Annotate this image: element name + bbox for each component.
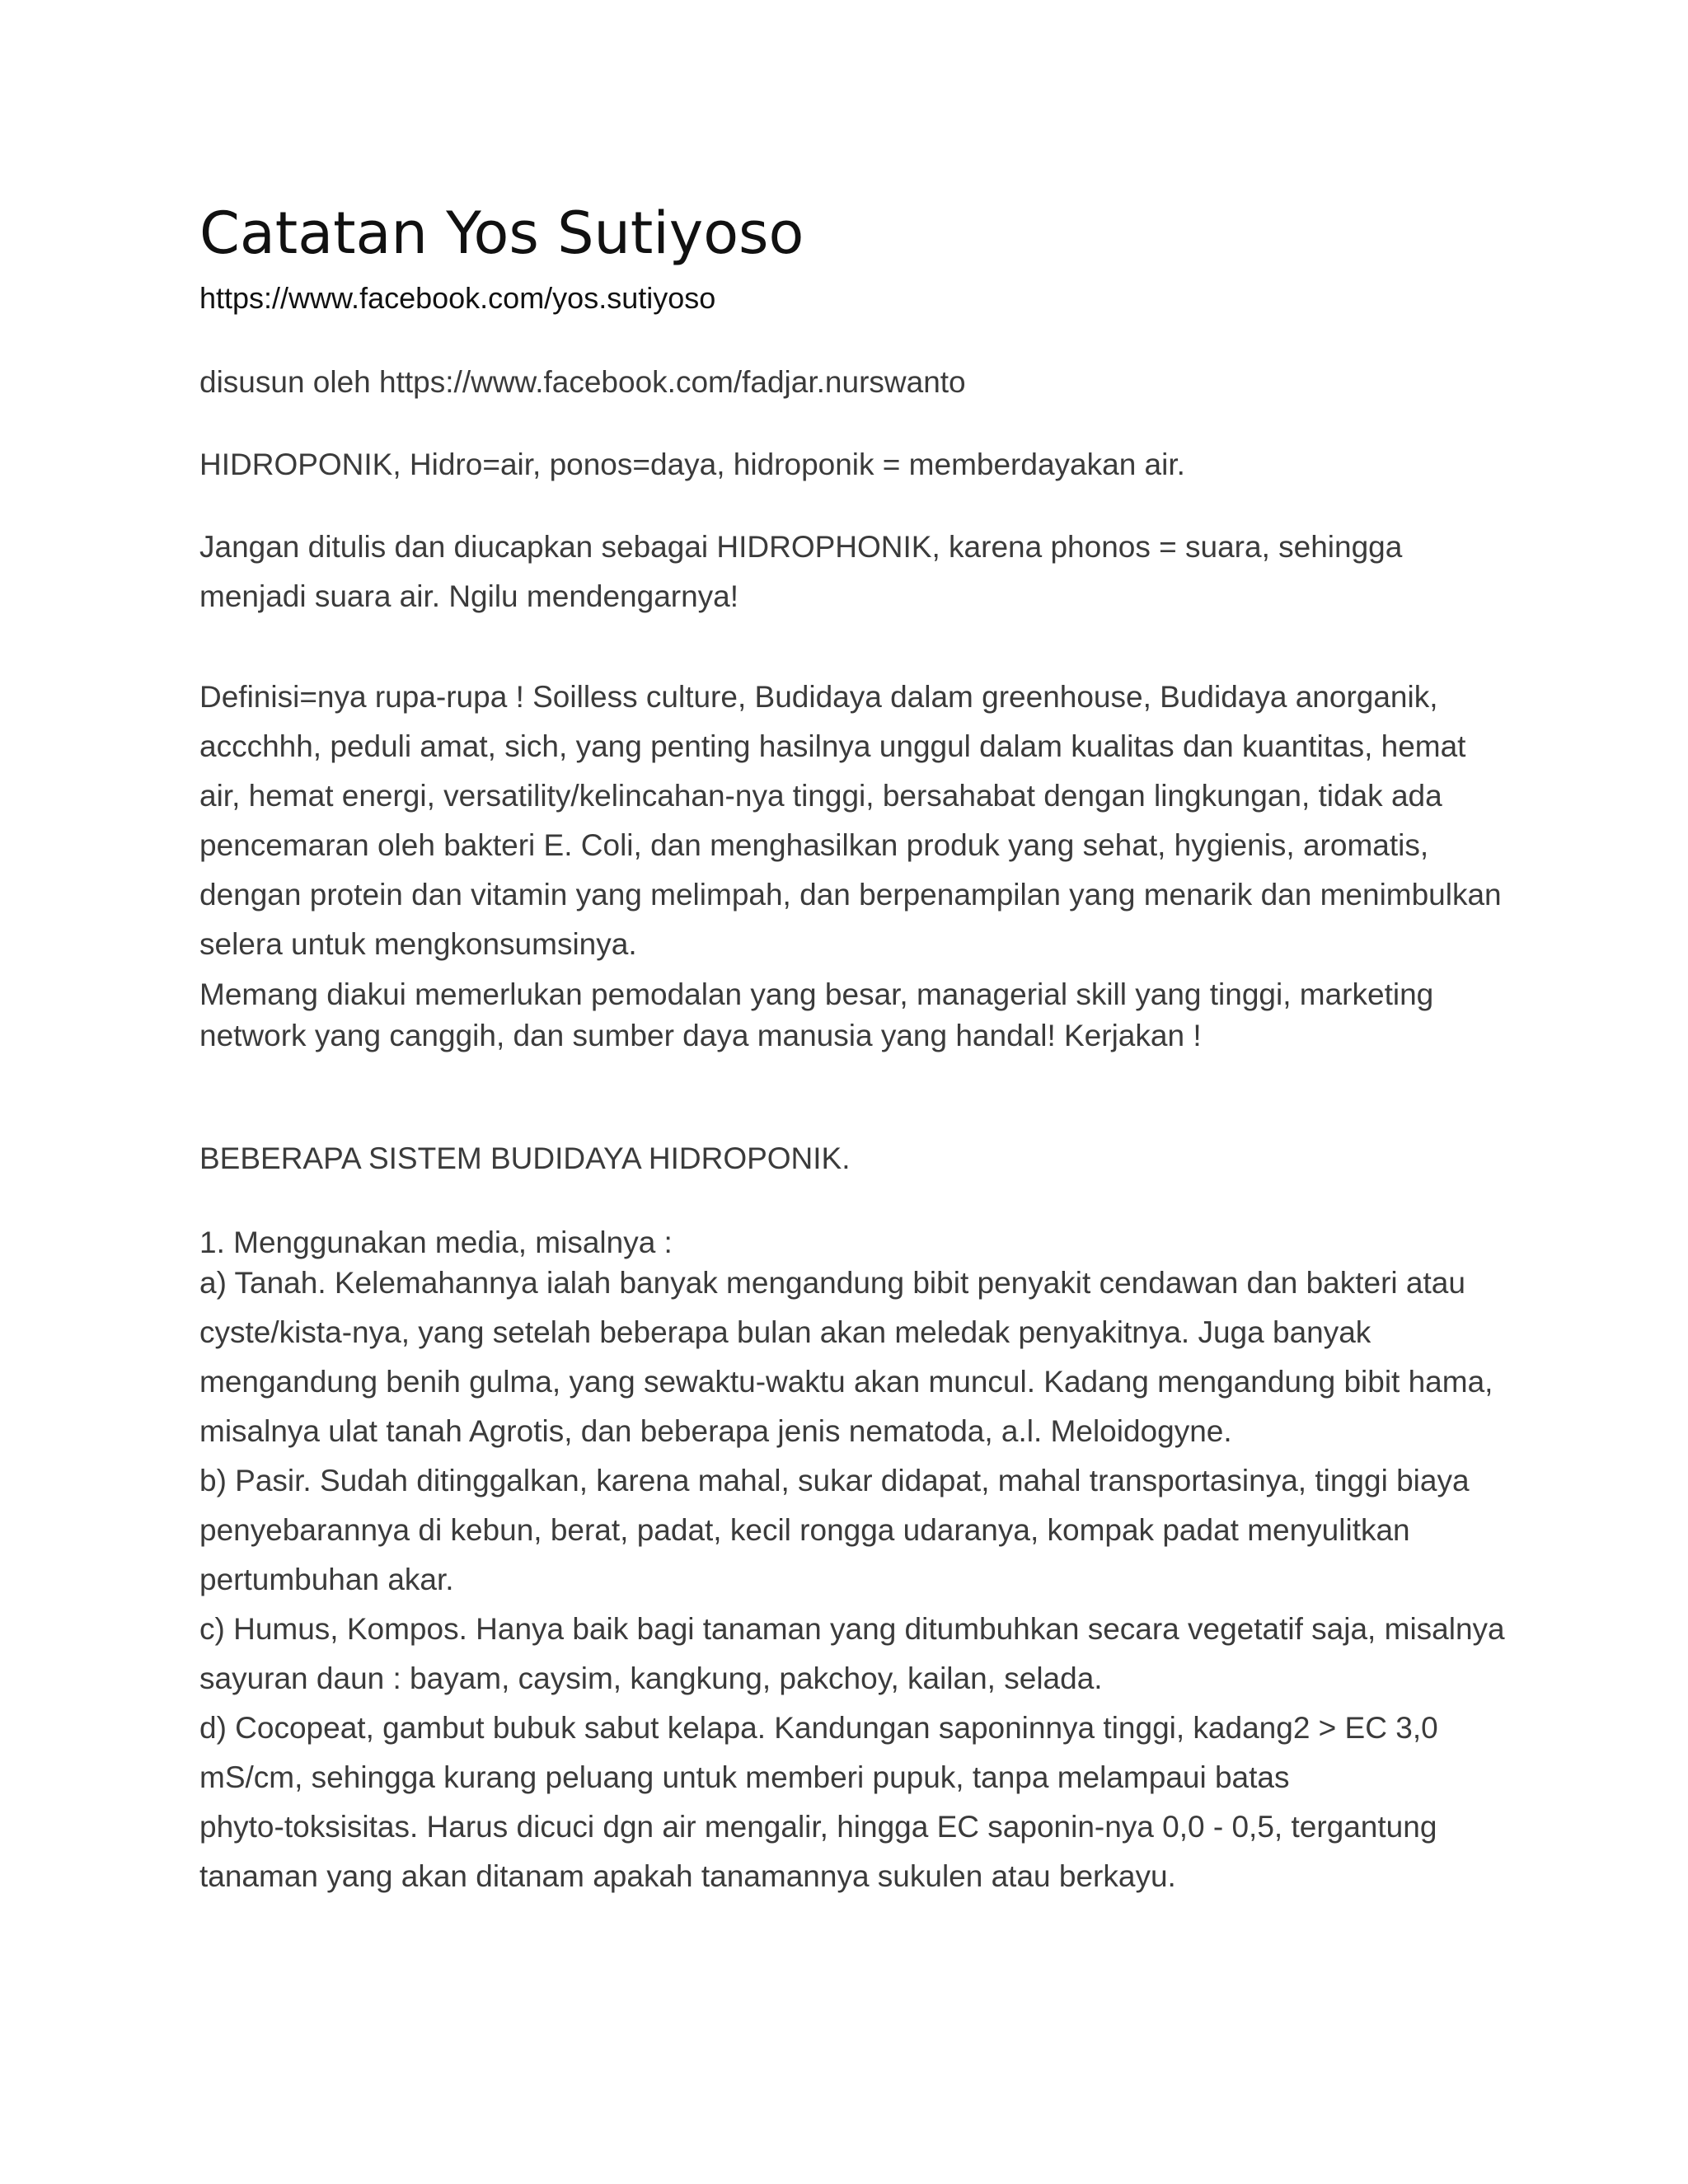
facebook-link[interactable]: https://www.facebook.com/yos.sutiyoso xyxy=(199,281,716,315)
memang-paragraph xyxy=(199,974,1535,1057)
jangan-line: menjadi suara air. Ngilu mendengarnya! xyxy=(199,579,739,613)
definisi-line: accchhh, peduli amat, sich, yang penting hasilnya unggul dalam kualitas dan kuantitas, hemat xyxy=(199,729,1466,763)
list-item: mengandung benih gulma, yang sewaktu-waktu akan muncul. Kadang mengandung bibit hama, xyxy=(199,1365,1493,1399)
document-title: Catatan Yos Sutiyoso xyxy=(199,199,804,267)
list-item: mS/cm, sehingga kurang peluang untuk memberi pupuk, tanpa melampaui batas xyxy=(199,1760,1290,1794)
list-item: tanaman yang akan ditanam apakah tanamannya sukulen atau berkayu. xyxy=(199,1859,1176,1893)
definisi-line: pencemaran oleh bakteri E. Coli, dan menghasilkan produk yang sehat, hygienis, aromatis, xyxy=(199,828,1429,862)
definisi-line: dengan protein dan vitamin yang melimpah, dan berpenampilan yang menarik dan menimbulkan xyxy=(199,878,1502,912)
list-item: c) Humus, Kompos. Hanya baik bagi tanaman yang ditumbuhkan secara vegetatif saja, misalnya xyxy=(199,1612,1505,1646)
media-list xyxy=(199,1258,1535,1901)
list-item: d) Cocopeat, gambut bubuk sabut kelapa. Kandungan saponinnya tinggi, kadang2 > EC 3,0 xyxy=(199,1711,1438,1745)
list-item: pertumbuhan akar. xyxy=(199,1563,454,1596)
definisi-line: Definisi=nya rupa-rupa ! Soilless culture, Budidaya dalam greenhouse, Budidaya anorganik, xyxy=(199,680,1438,714)
list-item: b) Pasir. Sudah ditinggalkan, karena mahal, sukar didapat, mahal transportasinya, tinggi biaya xyxy=(199,1464,1470,1497)
hidroponik-definition-paragraph xyxy=(199,440,1535,490)
author-line: disusun oleh https://www.facebook.com/fadjar.nurswanto xyxy=(199,365,966,399)
list-item: sayuran daun : bayam, caysim, kangkung, pakchoy, kailan, selada. xyxy=(199,1661,1103,1695)
jangan-paragraph xyxy=(199,523,1535,621)
jangan-line: Jangan ditulis dan diucapkan sebagai HIDROPHONIK, karena phonos = suara, sehingga xyxy=(199,530,1403,564)
list-item: penyebarannya di kebun, berat, padat, kecil rongga udaranya, kompak padat menyulitkan xyxy=(199,1513,1410,1547)
memang-line: network yang canggih, dan sumber daya manusia yang handal! Kerjakan ! xyxy=(199,1019,1202,1052)
media-intro xyxy=(199,1222,1535,1263)
author-paragraph xyxy=(199,358,1535,407)
definisi-paragraph xyxy=(199,673,1535,969)
memang-line: Memang diakui memerlukan pemodalan yang besar, managerial skill yang tinggi, marketing xyxy=(199,977,1434,1011)
hidroponik-line: HIDROPONIK, Hidro=air, ponos=daya, hidroponik = memberdayakan air. xyxy=(199,448,1185,481)
media-intro-line: 1. Menggunakan media, misalnya : xyxy=(199,1226,673,1259)
section-heading-line: BEBERAPA SISTEM BUDIDAYA HIDROPONIK. xyxy=(199,1141,851,1175)
definisi-line: air, hemat energi, versatility/kelincahan-nya tinggi, bersahabat dengan lingkungan, tidak ada xyxy=(199,779,1442,813)
list-item: a) Tanah. Kelemahannya ialah banyak mengandung bibit penyakit cendawan dan bakteri atau xyxy=(199,1266,1465,1300)
definisi-line: selera untuk mengkonsumsinya. xyxy=(199,927,637,961)
list-item: misalnya ulat tanah Agrotis, dan beberapa jenis nematoda, a.l. Meloidogyne. xyxy=(199,1414,1232,1448)
list-item: cyste/kista-nya, yang setelah beberapa bulan akan meledak penyakitnya. Juga banyak xyxy=(199,1315,1372,1349)
section-heading xyxy=(199,1134,1535,1183)
list-item: phyto-toksisitas. Harus dicuci dgn air mengalir, hingga EC saponin-nya 0,0 - 0,5, tergantung xyxy=(199,1810,1437,1844)
